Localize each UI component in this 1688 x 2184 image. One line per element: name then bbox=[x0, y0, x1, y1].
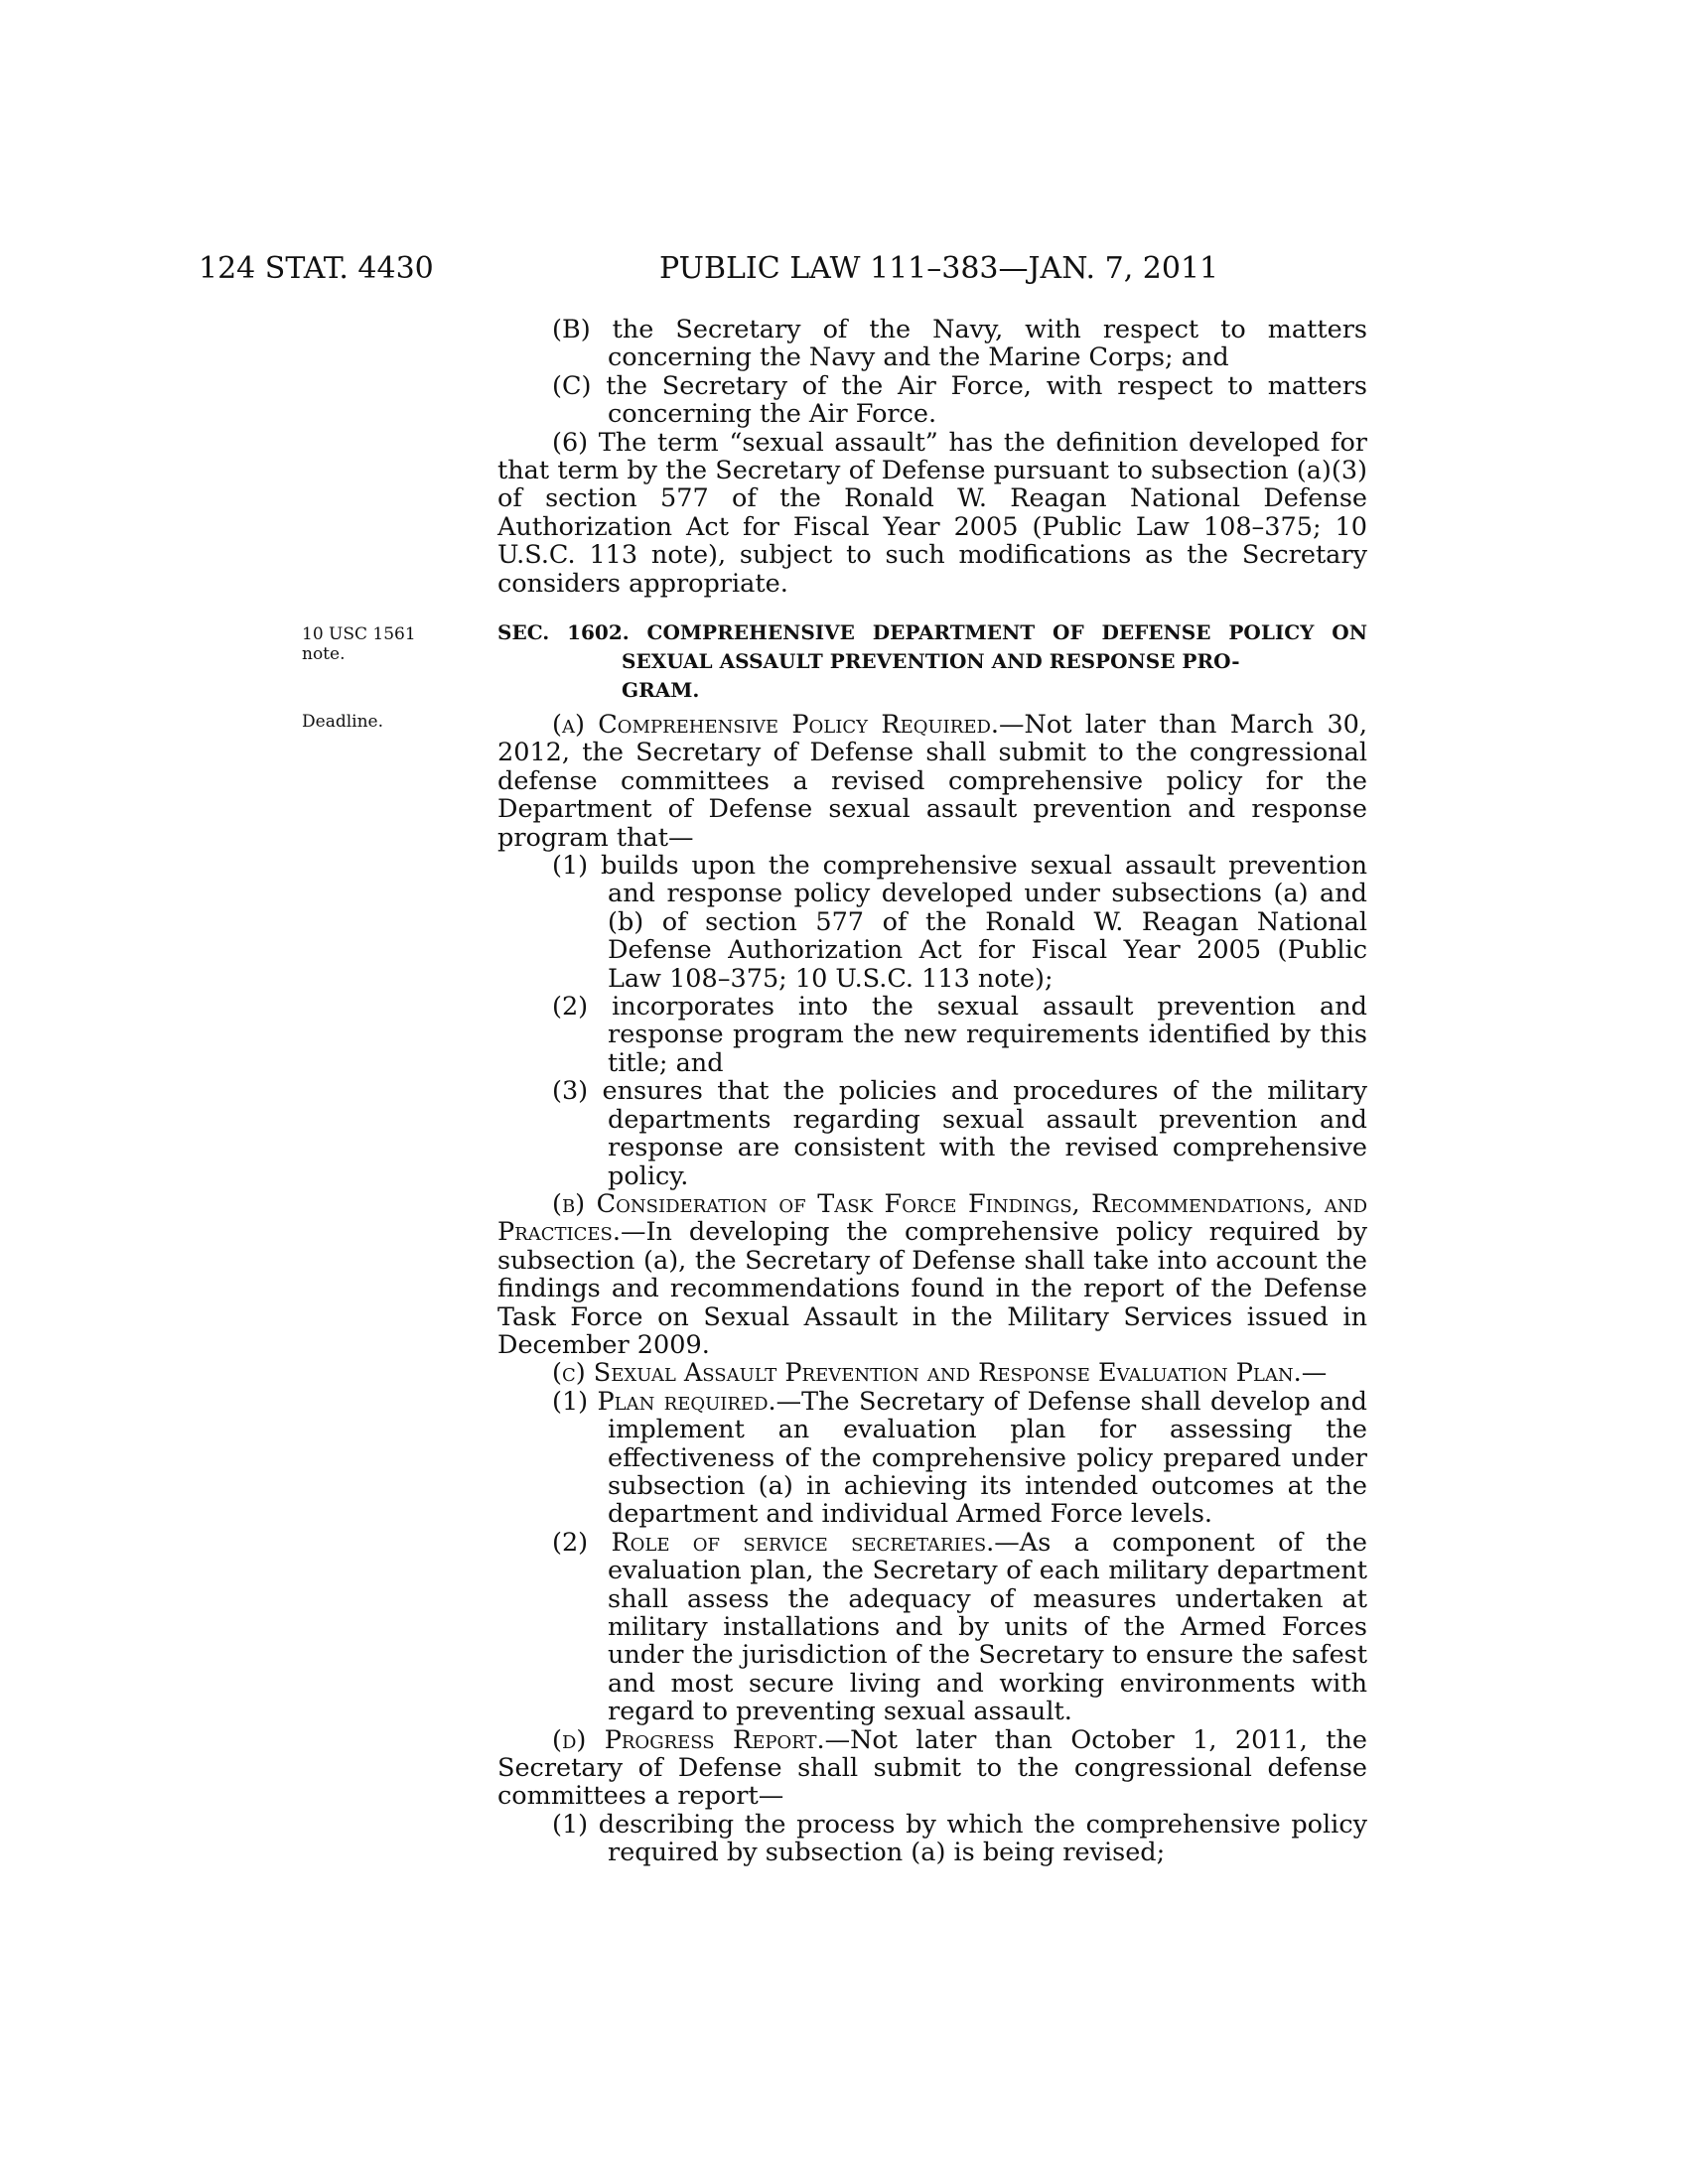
section-body bbox=[497, 711, 1367, 1867]
subsection-b bbox=[497, 1190, 1367, 1359]
subsection-c-item-1 bbox=[497, 1388, 1367, 1529]
subsection-c-item-2-heading: (2) Role of service secretaries. bbox=[552, 1527, 995, 1558]
definitions-continuation bbox=[497, 316, 1367, 598]
subsection-a-heading: (a) Comprehensive Policy Required. bbox=[552, 710, 1000, 740]
public-law-title: PUBLIC LAW 111–383—JAN. 7, 2011 bbox=[659, 251, 1219, 286]
statute-page-number: 124 STAT. 4430 bbox=[199, 251, 434, 286]
subsection-c-heading: (c) Sexual Assault Prevention and Response Evaluation Plan. bbox=[552, 1358, 1302, 1389]
section-heading-line-2: SEXUAL ASSAULT PREVENTION AND RESPONSE PRO- bbox=[622, 649, 1240, 673]
subsection-c-item-1-heading: (1) Plan required. bbox=[552, 1386, 776, 1417]
margin-note-deadline: Deadline. bbox=[302, 712, 383, 732]
subsection-a bbox=[497, 711, 1367, 852]
subsection-b-text: —In developing the comprehensive policy required by subsection (a), the Secretary of Defense shall take into account the findings and recommendations found in the report of the Defense Task Force on Sexual Assault in the Military Services issued in December 2009. bbox=[497, 1217, 1367, 1360]
section-heading-line-1: SEC. 1602. COMPREHENSIVE DEPARTMENT OF DEFENSE POLICY ON bbox=[497, 620, 1367, 644]
subsection-a-item-2: (2) incorporates into the sexual assault prevention and response program the new requirements identified by this title; and bbox=[552, 992, 1367, 1078]
subsection-d-item-1: (1) describing the process by which the comprehensive policy required by subsection (a) is being revised; bbox=[552, 1809, 1367, 1868]
margin-note-usc: 10 USC 1561 note. bbox=[302, 624, 416, 664]
subsection-d bbox=[497, 1726, 1367, 1811]
subsection-a-item-3: (3) ensures that the policies and procedures of the military departments regarding sexual assault prevention and response are consistent with the revised comprehensive policy. bbox=[552, 1076, 1367, 1191]
subsection-a-text: —Not later than March 30, 2012, the Secretary of Defense shall submit to the congressional defense committees a revised comprehensive policy for the Department of Defense sexual assault prevention and response program that— bbox=[497, 710, 1368, 853]
paragraph-6-sexual-assault: (6) The term “sexual assault” has the definition developed for that term by the Secretary of Defense pursuant to subsection (a)(3) of section 577 of the Ronald W. Reagan National Defense Authorization Act for Fiscal Year 2005 (Public Law 108–375; 10 U.S.C. 113 note), subject to such modifications as the Secretary considers appropriate. bbox=[497, 427, 1367, 599]
subsection-d-text: —Not later than October 1, 2011, the Secretary of Defense shall submit to the congressional defense committees a report— bbox=[497, 1724, 1367, 1812]
subsection-b-heading: (b) Consideration of Task Force Findings, Recommendations, and Practices. bbox=[497, 1188, 1367, 1248]
paragraph-b-navy: (B) the Secretary of the Navy, with respect to matters concerning the Navy and the Marine Corps; and bbox=[552, 315, 1367, 373]
subsection-c-item-2 bbox=[497, 1529, 1367, 1726]
subsection-a-item-1: (1) builds upon the comprehensive sexual assault prevention and response policy developed under subsections (a) and (b) of section 577 of the Ronald W. Reagan National Defense Authorization Act for Fiscal Year 2005 (Public Law 108–375; 10 U.S.C. 113 note); bbox=[552, 851, 1367, 994]
paragraph-c-air-force: (C) the Secretary of the Air Force, with respect to matters concerning the Air Force. bbox=[552, 370, 1367, 430]
subsection-c-item-1-text: —The Secretary of Defense shall develop and implement an evaluation plan for assessing the effectiveness of the comprehensive policy prepared under subsection (a) in achieving its intended outcomes at the department and individual Armed Force levels. bbox=[608, 1386, 1368, 1530]
subsection-d-heading: (d) Progress Report. bbox=[552, 1724, 825, 1755]
section-heading-line-3: GRAM. bbox=[622, 678, 700, 702]
subsection-c-text: — bbox=[1301, 1358, 1328, 1389]
subsection-c bbox=[497, 1359, 1367, 1387]
subsection-c-item-2-text: —As a component of the evaluation plan, the Secretary of each military department shall assess the adequacy of measures undertaken at military installations and by units of the Armed Forces under the jurisdiction of the Secretary to ensure the safest and most secure living and working environments with regard to preventing sexual assault. bbox=[608, 1527, 1367, 1727]
section-heading bbox=[497, 618, 1367, 705]
